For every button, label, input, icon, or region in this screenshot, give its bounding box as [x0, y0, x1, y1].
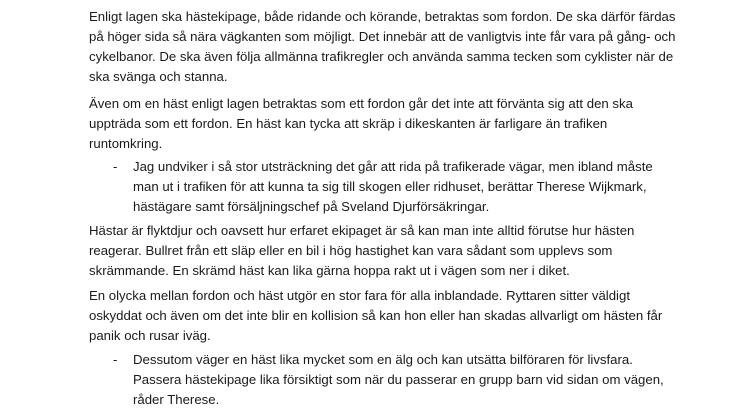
text-line: Dessutom väger en häst lika mycket som en älg och kan utsätta bilföraren för livsfara.: [133, 352, 633, 367]
text-line: råder Therese.: [133, 392, 220, 407]
text-line: hästägare samt försäljningschef på Sveland Djurförsäkringar.: [133, 199, 490, 214]
paragraph-traffic-rules: [89, 7, 689, 87]
text-line: cykelbanor. De ska även följa allmänna trafikregler och använda samma tecken som cyklister när de: [89, 49, 674, 64]
text-line: En olycka mellan fordon och häst utgör en stor fara för alla inblandade. Ryttaren sitter väldigt: [89, 288, 630, 303]
quote-dash: -: [113, 159, 118, 174]
text-line: Jag undviker i så stor utsträckning det går att rida på trafikerade vägar, men ibland måste: [133, 159, 653, 174]
paragraph-flight-animals: [89, 221, 689, 281]
text-line: på höger sida så nära vägkanten som möjligt. Det innebär att de vanligtvis inte får vara på gång- och: [89, 29, 676, 44]
text-line: Även om en häst enligt lagen betraktas som ett fordon går det inte att förvänta sig att den ska: [89, 96, 633, 111]
text-line: oskyddat och även om det inte blir en kollision så kan hon eller han skadas allvarligt om hästen får: [89, 308, 663, 323]
quote-text: [133, 157, 713, 217]
text-line: skrämmande. En skrämd häst kan lika gärna hoppa rakt ut i vägen som ner i diket.: [89, 263, 570, 278]
text-line: runtomkring.: [89, 136, 163, 151]
paragraph-horse-behaviour: [89, 94, 689, 154]
text-line: man ut i trafiken för att kunna ta sig till skogen eller ridhuset, berättar Therese Wijkmark,: [133, 179, 647, 194]
text-line: reagerar. Bullret från ett släp eller en bil i hög hastighet kan vara sådant som upplevs som: [89, 243, 613, 258]
paragraph-accident-danger: [89, 286, 689, 346]
text-line: panik och rusar iväg.: [89, 328, 211, 343]
text-line: Passera hästekipage lika försiktigt som när du passerar en grupp barn vid sidan om vägen,: [133, 372, 664, 387]
quote-text: [133, 350, 713, 410]
quote-dash: -: [113, 352, 118, 367]
text-line: ska svänga och stanna.: [89, 69, 228, 84]
text-line: Enligt lagen ska hästekipage, både ridande och körande, betraktas som fordon. De ska därför färdas: [89, 9, 676, 24]
text-line: uppträda som ett fordon. En häst kan tycka att skräp i dikeskanten är farligare än trafiken: [89, 116, 608, 131]
text-line: Hästar är flyktdjur och oavsett hur erfaret ekipaget är så kan man inte alltid förutse hur hästen: [89, 223, 635, 238]
